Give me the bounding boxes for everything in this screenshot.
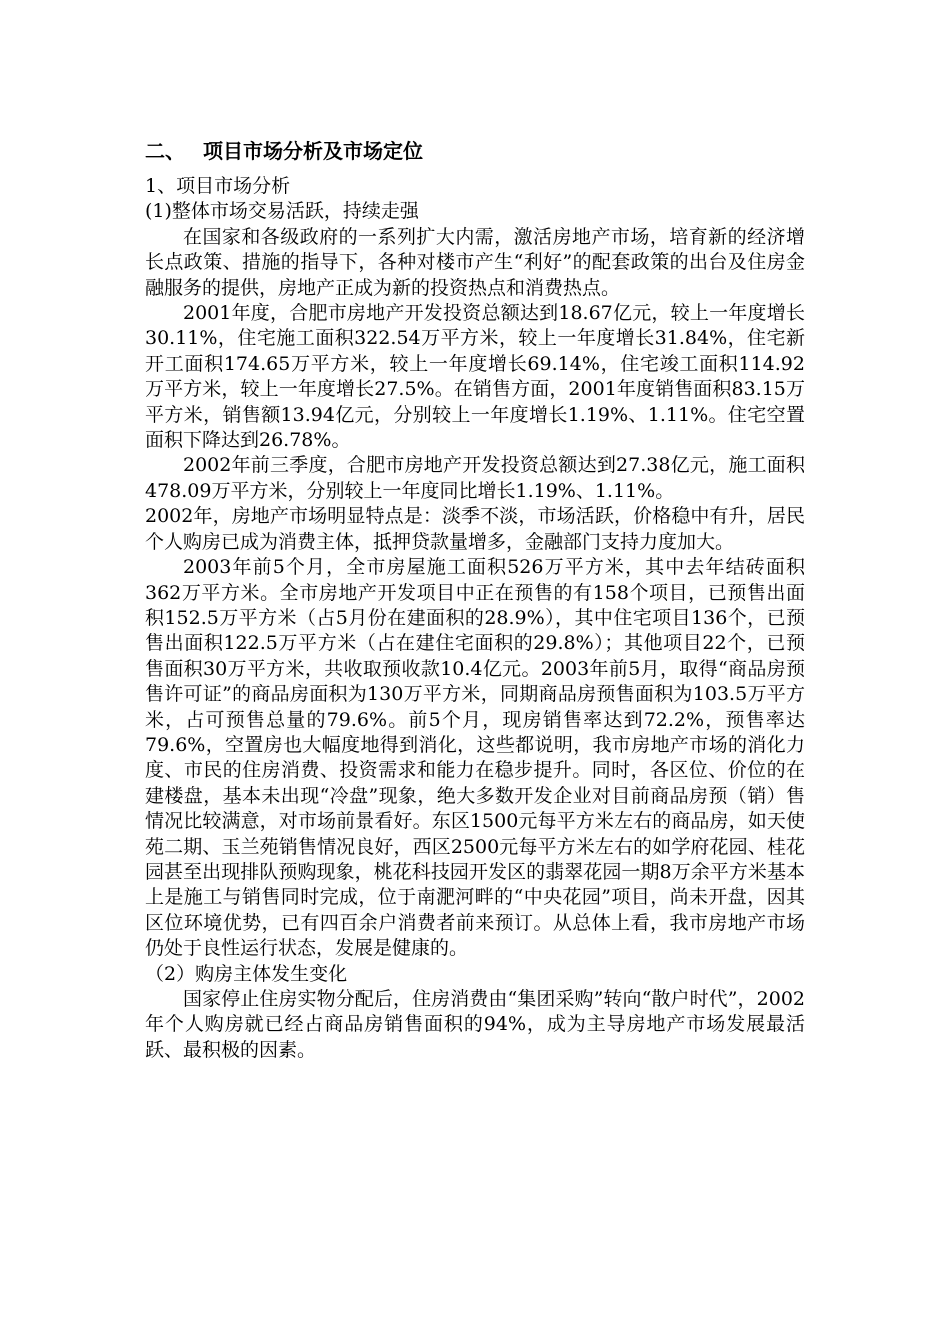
paragraph-2003-stats: 2003年前5个月，全市房屋施工面积526万平方米，其中去年结砖面积362万平方米。全市房地产开发项目中正在预售的有158个项目，已预售出面积152.5万平方米（占5月份在建面积的28.9%），其中住宅项目136个，已预售出面积122.5万平方米（占在建住宅面积的29.8%）；其他项目22个，已预售面积30万平方米，共收取预收款10.4亿元。2003年前5月，取得“商品房预售许可证”的商品房面积为130万平方米，同期商品房预售面积为103.5万平方米，占可预售总量的79.6%。前5个月，现房销售率达到72.2%，预售率达79.6%，空置房也大幅度地得到消化，这些都说明，我市房地产市场的消化力度、市民的住房消费、投资需求和能力在稳步提升。同时，各区位、价位的在建楼盘，基本未出现“冷盘”现象，绝大多数开发企业对目前商品房预（销）售情况比较满意，对市场前景看好。东区1500元每平方米左右的商品房，如天使苑二期、玉兰苑销售情况良好，西区2500元每平方米左右的如学府花园、桂花园甚至出现排队预购现象，桃花科技园开发区的翡翠花园一期8万余平方米基本上是施工与销售同时完成，位于南淝河畔的“中央花园”项目，尚未开盘，因其区位环境优势，已有四百余户消费者前来预订。从总体上看，我市房地产市场仍处于良性运行状态，发展是健康的。 bbox=[145, 556, 805, 960]
section-heading-number: 二、 bbox=[145, 139, 185, 163]
section-heading-title: 项目市场分析及市场定位 bbox=[203, 139, 423, 163]
paragraph-policy: 在国家和各级政府的一系列扩大内需，激活房地产市场，培育新的经济增长点政策、措施的指导下，各种对楼市产生“利好”的配套政策的出台及住房金融服务的提供，房地产正成为新的投资热点和消费热点。 bbox=[145, 225, 805, 299]
section2-title: （2）购房主体发生变化 bbox=[145, 962, 348, 985]
section1-title: (1)整体市场交易活跃，持续走强 bbox=[145, 200, 419, 223]
subheading: 1、项目市场分析 bbox=[145, 175, 291, 197]
paragraph-2002-features: 2002年，房地产市场明显特点是：淡季不淡，市场活跃，价格稳中有升，居民个人购房已成为消费主体，抵押贷款量增多，金融部门支持力度加大。 bbox=[145, 505, 805, 553]
paragraph-2001-stats: 2001年度，合肥市房地产开发投资总额达到18.67亿元，较上一年度增长30.11%，住宅施工面积322.54万平方米，较上一年度增长31.84%，住宅新开工面积174.65万平方米，较上一年度增长69.14%，住宅竣工面积114.92万平方米，较上一年度增长27.5%。在销售方面，2001年度销售面积83.15万平方米，销售额13.94亿元，分别较上一年度增长1.19%、1.11%。住宅空置面积下降达到26.78%。 bbox=[145, 302, 805, 452]
paragraph-buyer-shift: 国家停止住房实物分配后，住房消费由“集团采购”转向“散户时代”，2002年个人购房就已经占商品房销售面积的94%，成为主导房地产市场发展最活跃、最积极的因素。 bbox=[145, 988, 805, 1061]
section-heading bbox=[145, 136, 805, 166]
paragraph-2002-q3-stats: 2002年前三季度，合肥市房地产开发投资总额达到27.38亿元，施工面积478.09万平方米，分别较上一年度同比增长1.19%、1.11%。 bbox=[145, 454, 805, 502]
document-body bbox=[145, 136, 805, 1063]
